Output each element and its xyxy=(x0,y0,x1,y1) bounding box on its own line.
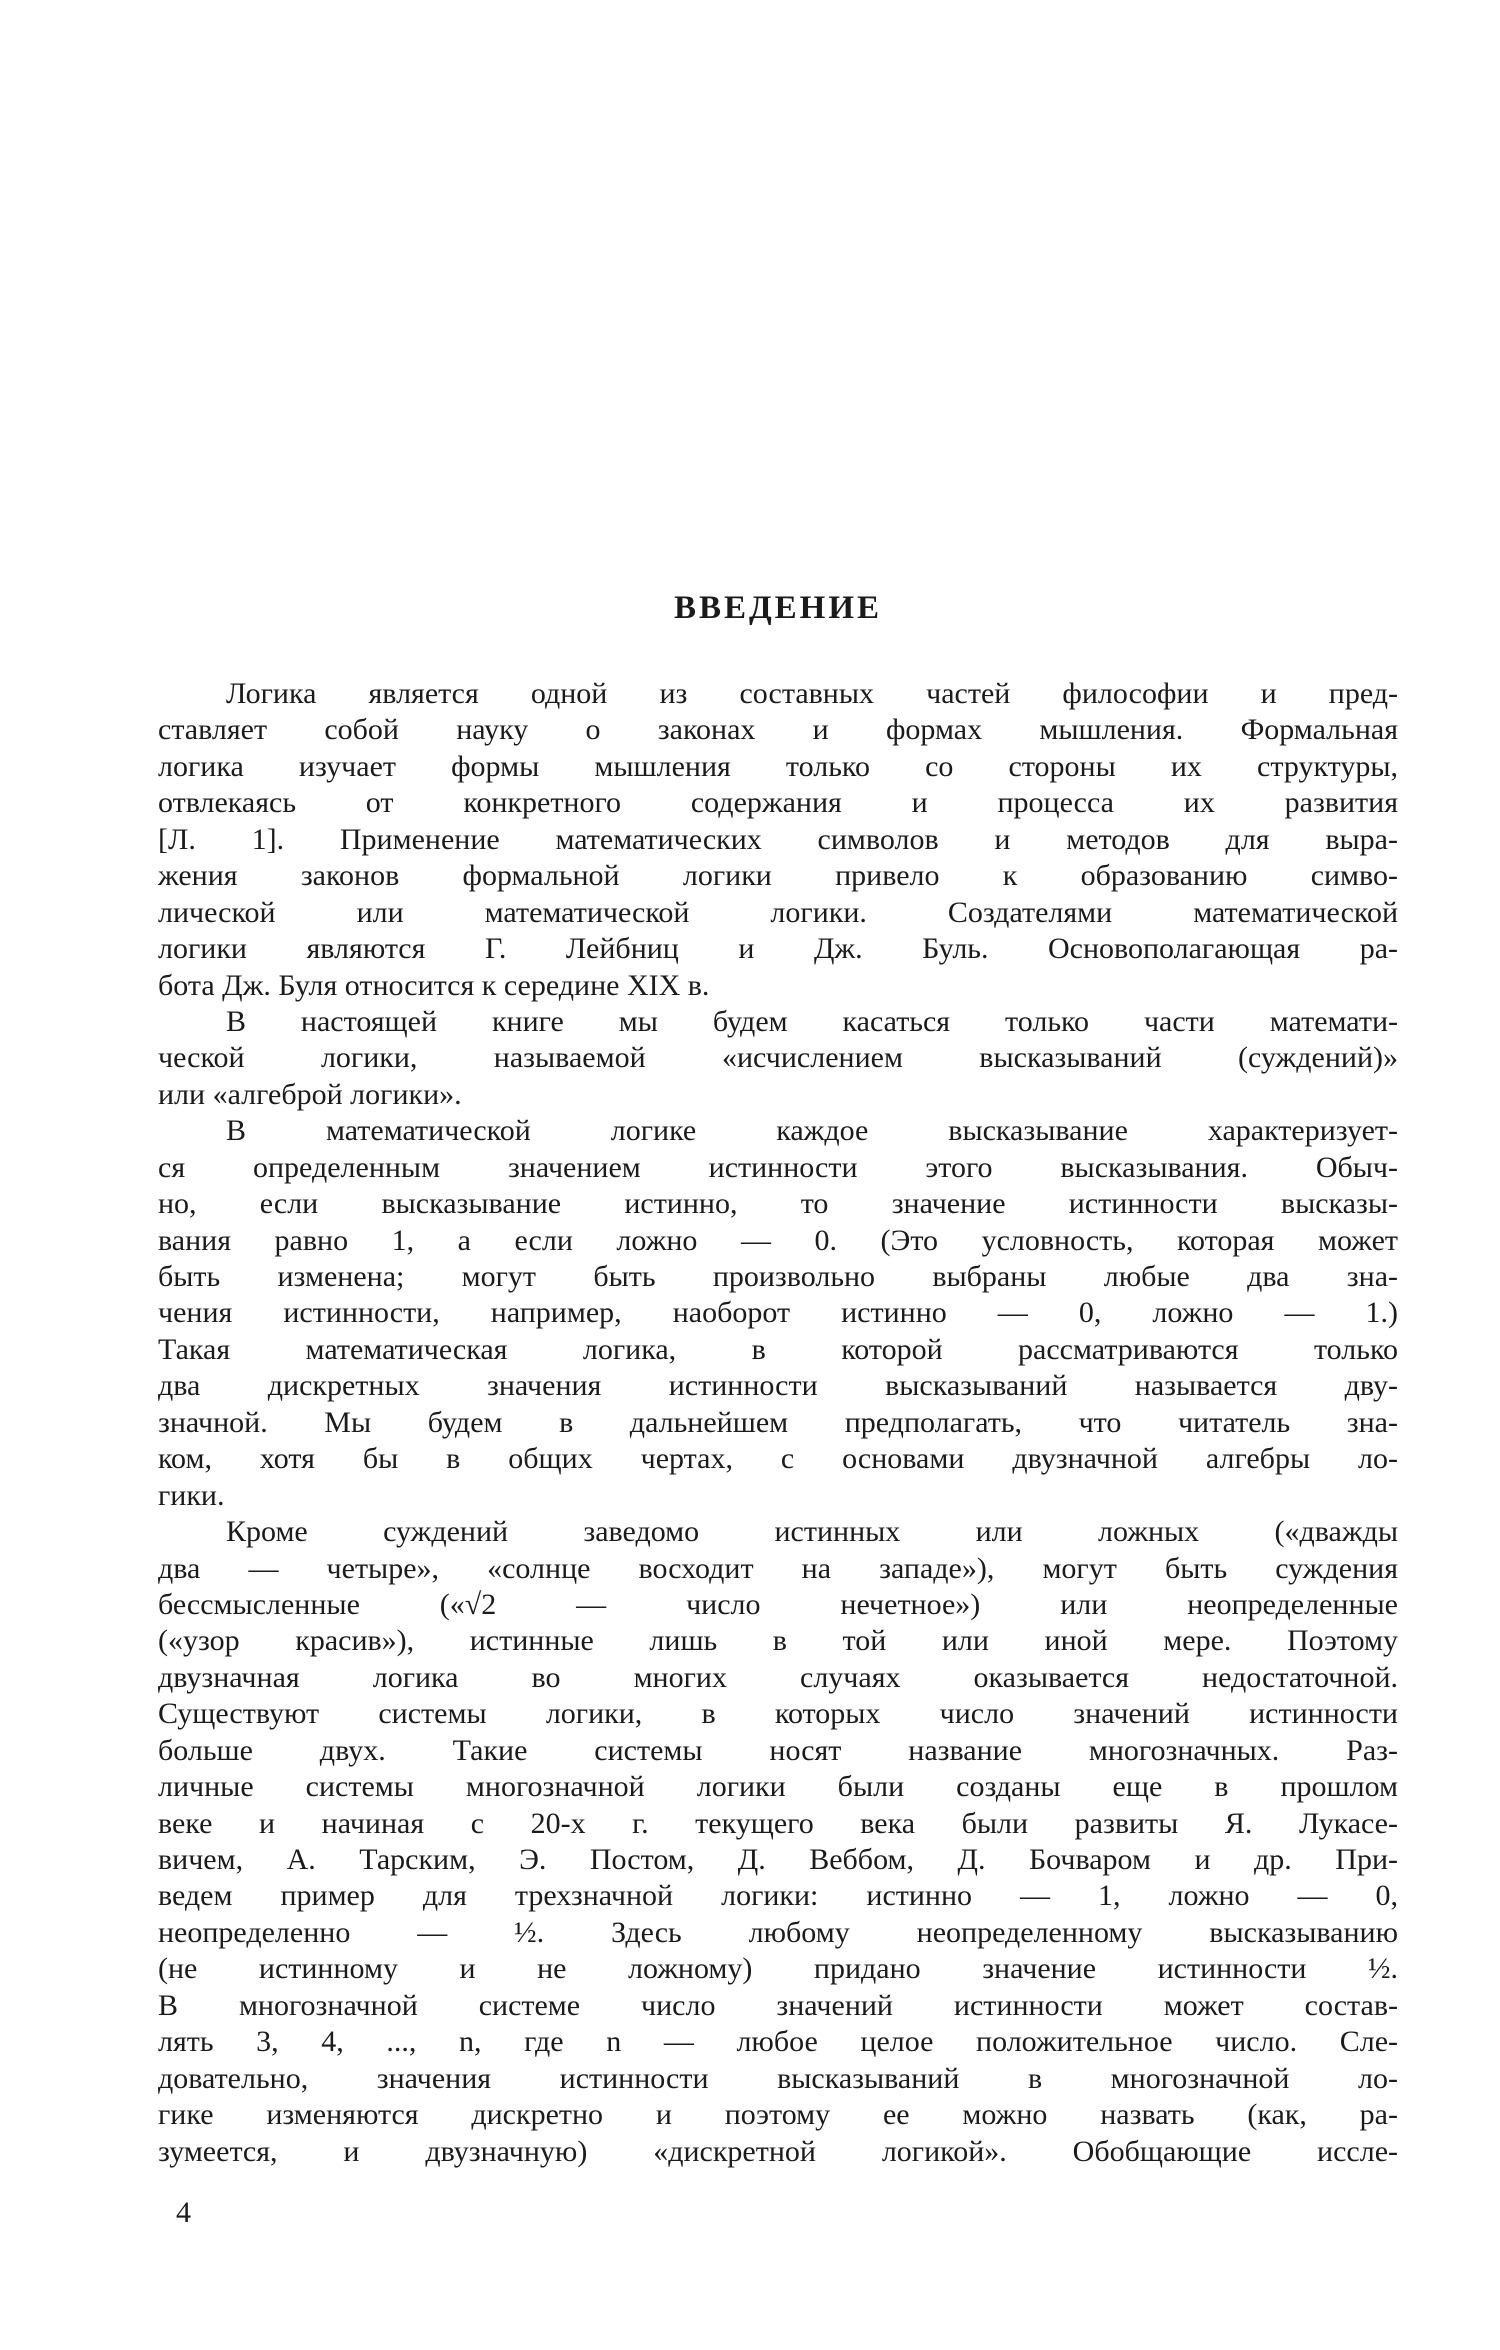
text-line: но, если высказывание истинно, то значение истинности высказы- xyxy=(158,1187,1398,1221)
page-title: ВВЕДЕНИЕ xyxy=(673,590,883,626)
text-line: два дискретных значения истинности высказываний называется дву- xyxy=(158,1369,1398,1403)
text-line: личные системы многозначной логики были созданы еще в прошлом xyxy=(158,1770,1398,1804)
text-line: (не истинному и не ложному) придано значение истинности ½. xyxy=(158,1952,1398,1986)
text-line: ком, хотя бы в общих чертах, с основами двузначной алгебры ло- xyxy=(158,1442,1398,1476)
text-line: Существуют системы логики, в которых число значений истинности xyxy=(158,1697,1398,1731)
text-line: жения законов формальной логики привело к образованию симво- xyxy=(158,859,1398,893)
text-line: ведем пример для трехзначной логики: истинно — 1, ложно — 0, xyxy=(158,1879,1398,1913)
text-line: зумеется, и двузначную) «дискретной логикой». Обобщающие иссле- xyxy=(158,2134,1398,2168)
text-line: В математической логике каждое высказывание характеризует- xyxy=(226,1114,1398,1148)
text-line: двузначная логика во многих случаях оказывается недостаточной. xyxy=(158,1660,1398,1694)
text-line: ся определенным значением истинности этого высказывания. Обыч- xyxy=(158,1150,1398,1184)
text-line: бота Дж. Буля относится к середине XIX в. xyxy=(158,968,710,1002)
text-block xyxy=(158,676,1398,2170)
text-line: [Л. 1]. Применение математических символов и методов для выра- xyxy=(158,822,1398,856)
text-line: больше двух. Такие системы носят название многозначных. Раз- xyxy=(158,1733,1398,1767)
text-line: гики. xyxy=(158,1478,225,1512)
text-line: В настоящей книге мы будем касаться только части математи- xyxy=(226,1004,1398,1038)
text-line: логики являются Г. Лейбниц и Дж. Буль. Основополагающая ра- xyxy=(158,932,1398,966)
text-line: логика изучает формы мышления только со стороны их структуры, xyxy=(158,749,1398,783)
text-line: ставляет собой науку о законах и формах мышления. Формальная xyxy=(158,713,1398,747)
text-line: чения истинности, например, наоборот истинно — 0, ложно — 1.) xyxy=(158,1296,1398,1330)
text-line: Такая математическая логика, в которой рассматриваются только xyxy=(158,1332,1398,1366)
text-line: два — четыре», «солнце восходит на западе»), могут быть суждения xyxy=(158,1551,1398,1585)
text-line: Логика является одной из составных частей философии и пред- xyxy=(226,677,1398,710)
text-line: вичем, А. Тарским, Э. Постом, Д. Веббом, Д. Бочваром и др. При- xyxy=(158,1843,1398,1876)
text-line: ческой логики, называемой «исчислением высказываний (суждений)» xyxy=(158,1041,1398,1075)
text-line: бессмысленные («√2 — число нечетное») или неопределенные xyxy=(158,1587,1398,1621)
text-line: довательно, значения истинности высказываний в многозначной ло- xyxy=(158,2061,1398,2095)
text-line: лять 3, 4, ..., n, где n — любое целое положительное число. Сле- xyxy=(158,2025,1398,2059)
page-number: 4 xyxy=(176,2196,191,2229)
text-line: значной. Мы будем в дальнейшем предполагать, что читатель зна- xyxy=(158,1405,1398,1439)
text-line: лической или математической логики. Создателями математической xyxy=(158,895,1398,929)
text-line: или «алгеброй логики». xyxy=(158,1077,462,1111)
text-line: Кроме суждений заведомо истинных или ложных («дважды xyxy=(226,1515,1398,1549)
text-line: вания равно 1, а если ложно — 0. (Это условность, которая может xyxy=(158,1223,1398,1257)
text-line: неопределенно — ½. Здесь любому неопределенному высказыванию xyxy=(158,1915,1398,1949)
text-line: («узор красив»), истинные лишь в той или иной мере. Поэтому xyxy=(158,1624,1398,1658)
text-line: быть изменена; могут быть произвольно выбраны любые два зна- xyxy=(158,1260,1398,1293)
text-line: веке и начиная с 20-х г. текущего века были развиты Я. Лукасе- xyxy=(158,1806,1398,1840)
text-line: гике изменяются дискретно и поэтому ее можно назвать (как, ра- xyxy=(158,2098,1398,2132)
text-line: В многозначной системе число значений истинности может состав- xyxy=(158,1988,1398,2022)
text-line: отвлекаясь от конкретного содержания и процесса их развития xyxy=(158,786,1398,820)
